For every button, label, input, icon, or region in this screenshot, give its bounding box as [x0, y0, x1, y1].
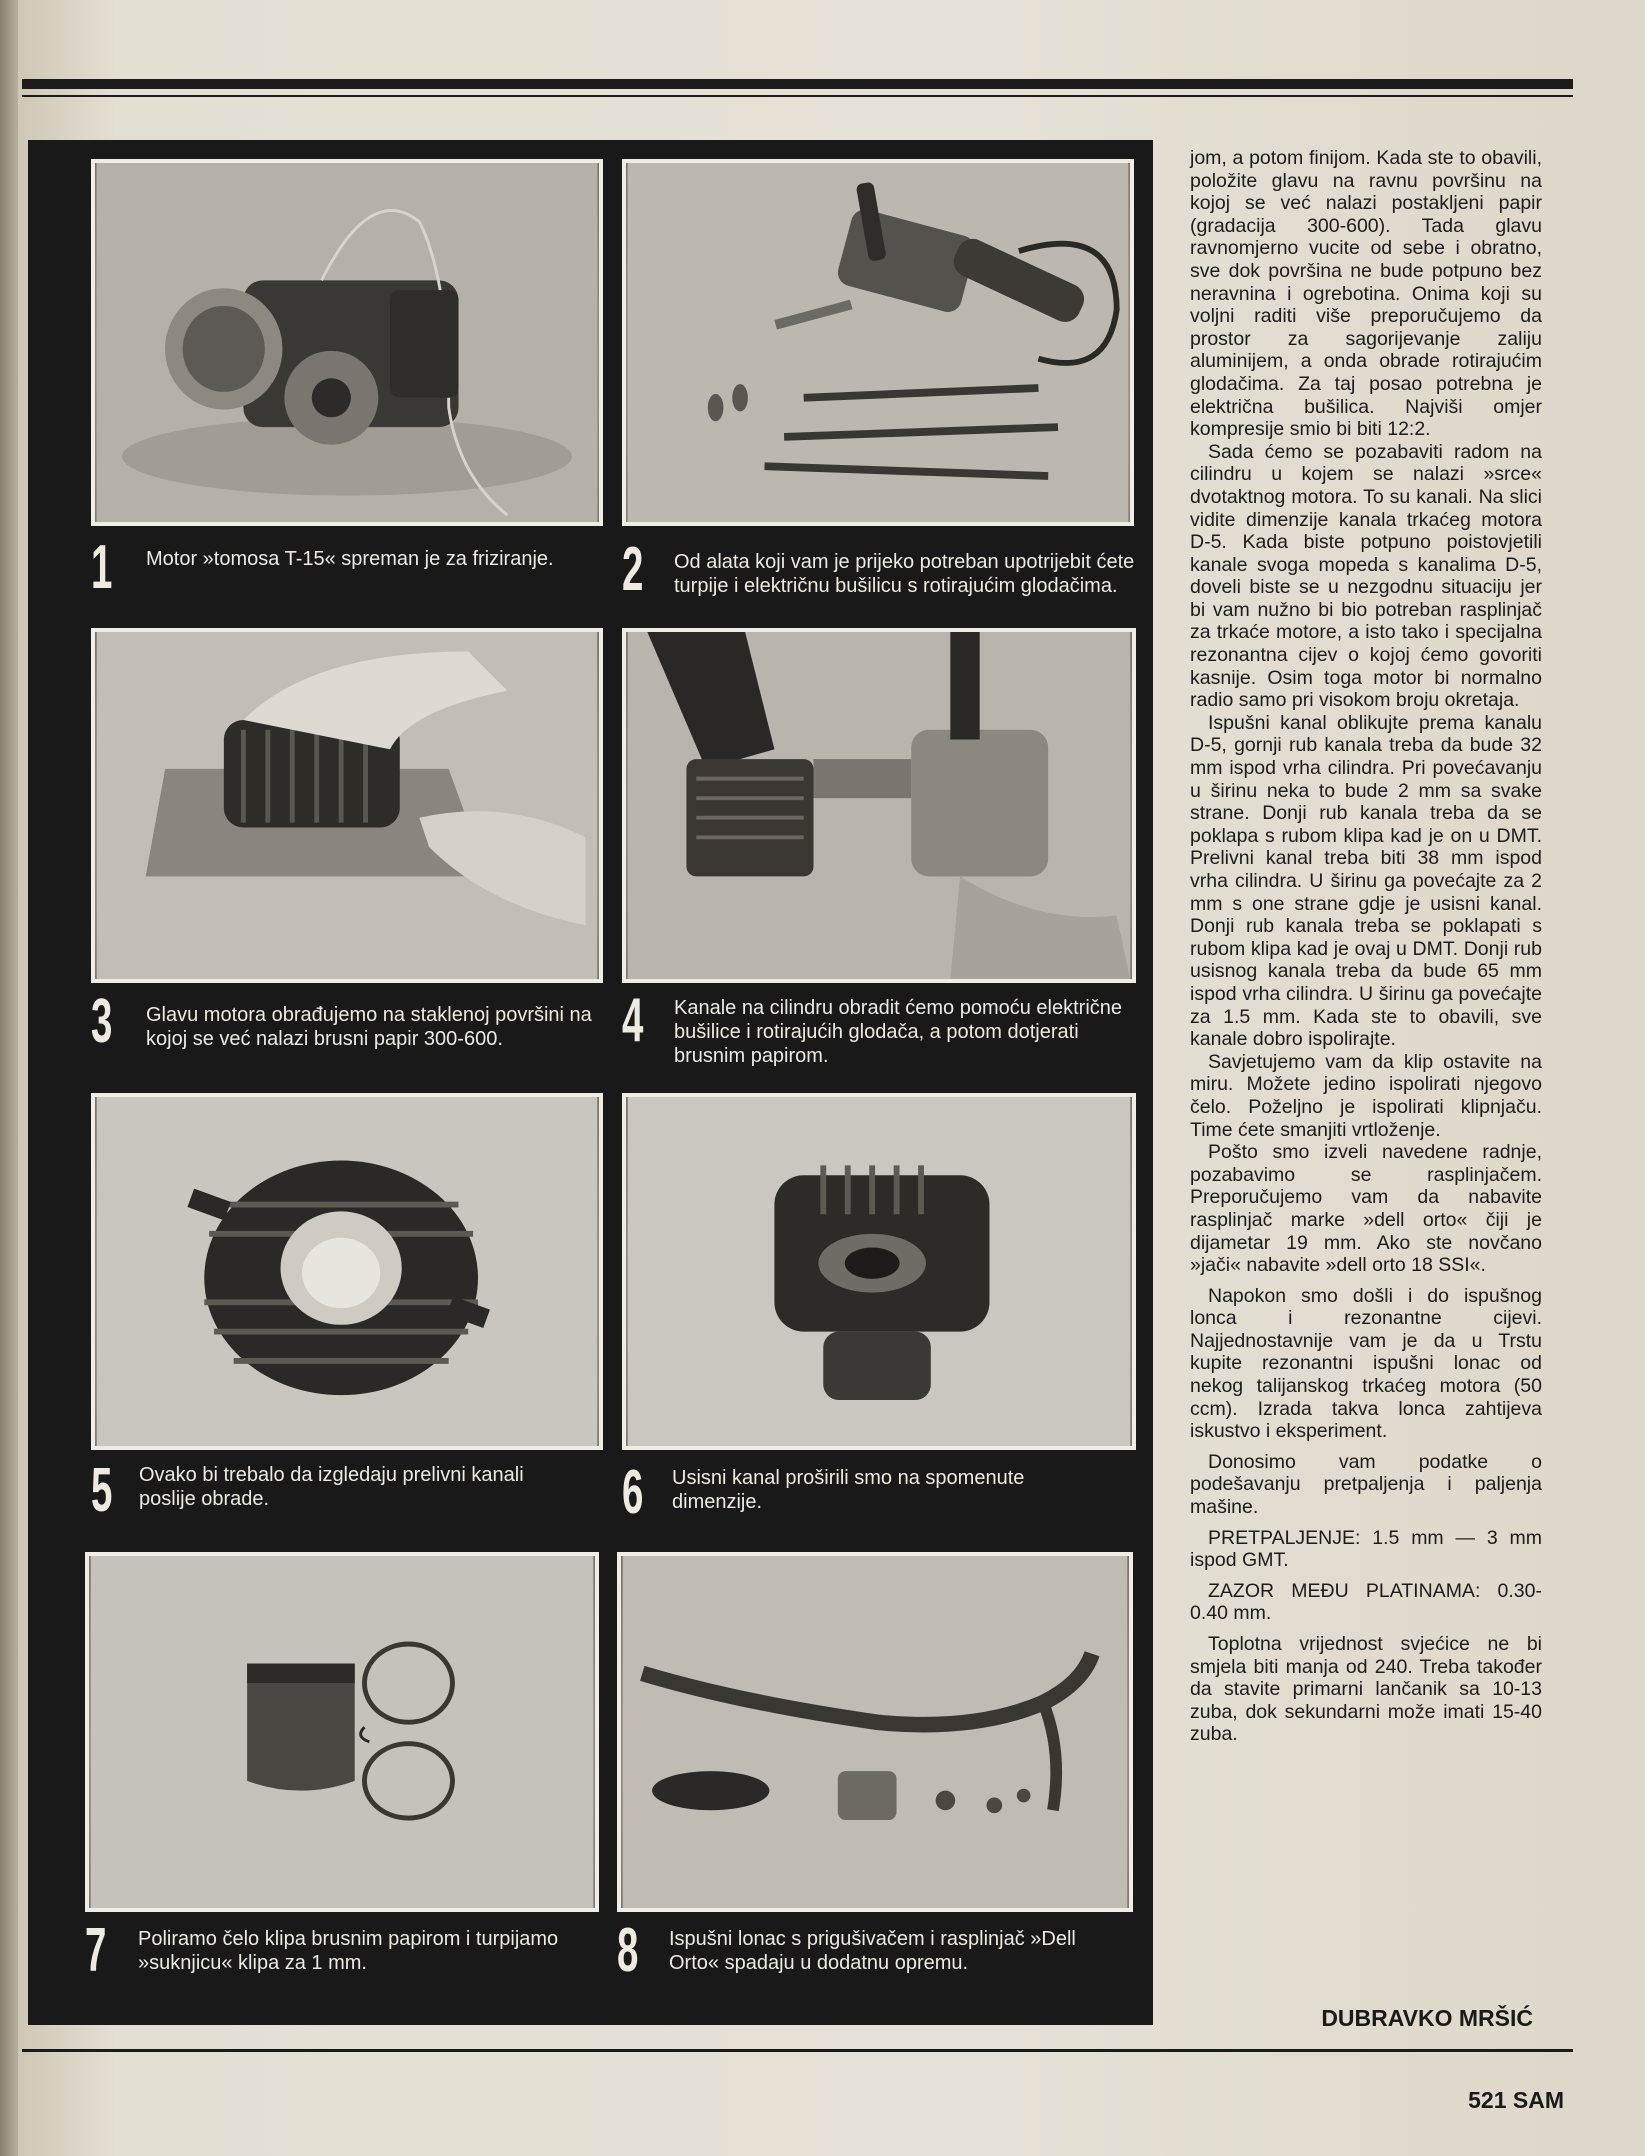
page-number: 521 SAM	[1468, 2087, 1564, 2113]
exhaust-and-carburettor-photo	[621, 1556, 1129, 1908]
figure-caption: Glavu motora obrađujemo na staklenoj površini na kojoj se već nalazi brusni papir 300-600.	[146, 1004, 592, 1050]
figure-caption: Usisni kanal proširili smo na spomenute dimenzije.	[672, 1467, 1025, 1513]
figure-number: 2	[622, 535, 644, 604]
figure-number: 6	[622, 1458, 644, 1527]
paragraph-gap	[1190, 1572, 1542, 1580]
article-paragraph: Pošto smo izveli navedene radnje, pozabavimo se rasplinjačem. Preporučujemo vam da nabavite rasplinjač marke »dell orto« čiji je dijametar 19 mm. Ako ste novčano »jači« nabavite »dell orto 18 SSI«.	[1190, 1141, 1542, 1277]
figure-caption: Ispušni lonac s prigušivačem i rasplinjač »Dell Orto« spadaju u dodatnu opremu.	[669, 1928, 1076, 1974]
article-paragraph: jom, a potom finijom. Kada ste to obavili, položite glavu na ravnu površinu na kojoj se već nalazi postakljeni papir (gradacija 300-600). Tada glavu ravnomjerno vucite od sebe i obratno, sve dok površina ne bude potpuno bez neravnina i ogrebotina. Onima koji su voljni raditi više preporučujemo da prostor za sagorijevanje zaliju aluminijem, a onda obrade rotirajućim glodačima. Za taj posao potrebna je električna bušilica. Najviši omjer kompresije smio bi biti 12:2.	[1190, 147, 1542, 441]
article-paragraph: PRETPALJENJE: 1.5 mm — 3 mm ispod GMT.	[1190, 1526, 1542, 1572]
article-paragraph: ZAZOR MEĐU PLATINAMA: 0.30-0.40 mm.	[1190, 1579, 1542, 1625]
photo-7	[85, 1552, 599, 1912]
paragraph-gap	[1190, 1625, 1542, 1633]
bottom-rule	[22, 2049, 1573, 2052]
figure-3	[91, 628, 611, 1068]
figure-4	[622, 628, 1152, 1068]
paragraph-gap	[1190, 1443, 1542, 1451]
article-paragraph: Napokon smo došli i do ispušnog lonca i rezonantne cijevi. Najjednostavnije vam je da u Trstu kupite rezonantni ispušni lonac od nekog talijanskog trkaćeg motora (50 ccm). Izrada takva lonca zahtijeva iskustvo i eksperiment.	[1190, 1284, 1542, 1443]
figure-caption: Motor »tomosa T-15« spreman je za friziranje.	[146, 548, 554, 570]
figure-number: 5	[91, 1456, 113, 1525]
piston-and-rings-photo	[89, 1556, 595, 1908]
cylinder-port-grinding-photo	[626, 632, 1132, 979]
article-paragraph: Sada ćemo se pozabaviti radom na cilindru u kojem se nalazi »srce« dvotaktnog motora. To su kanali. Na slici vidite dimenzije kanala trkaćeg motora D-5. Kada biste potpuno poistovjetili kanale svoga mopeda s kanalima D-5, doveli biste se u nezgodnu situaciju jer bi vam nužno bi bio potreban rasplinjač za trkaće motore, a isto tako i specijalna rezonantna cijev o kojoj ćemo govoriti kasnije. Osim toga motor bi normalno radio samo pri visokom broju okretaja.	[1190, 440, 1542, 712]
photo-2	[622, 159, 1134, 526]
article-text-column	[1190, 147, 1542, 1746]
paragraph-gap	[1190, 1277, 1542, 1285]
figure-number: 7	[85, 1916, 107, 1985]
figure-caption: Ovako bi trebalo da izgledaju prelivni kanali poslije obrade.	[139, 1464, 524, 1510]
head-sanding-photo	[95, 632, 599, 979]
article-paragraph: Toplotna vrijednost svjećice ne bi smjela biti manja od 240. Treba također da stavite primarni lančanik sa 10-13 zuba, dok sekundarni može imati 15-40 zuba.	[1190, 1633, 1542, 1746]
binding-edge	[0, 0, 18, 2156]
figure-number: 3	[91, 987, 113, 1056]
photo-5	[91, 1093, 603, 1450]
photo-1	[91, 159, 603, 526]
figure-number: 4	[622, 986, 644, 1055]
article-paragraph: Savjetujemo vam da klip ostavite na miru. Možete jedino ispolirati njegovo čelo. Poželjno je ispolirati klipnjaču. Time ćete smanjiti vrtloženje.	[1190, 1050, 1542, 1141]
photo-8	[617, 1552, 1133, 1912]
figure-number: 8	[617, 1916, 639, 1985]
top-rule-thin	[22, 95, 1573, 97]
figure-caption: Od alata koji vam je prijeko potreban upotrijebit ćete turpije i električnu bušilicu s rotirajućim glodačima.	[674, 551, 1135, 597]
figure-2	[622, 159, 1152, 619]
article-paragraph: Donosimo vam podatke o podešavanju pretpaljenja i paljenja mašine.	[1190, 1450, 1542, 1519]
figure-5	[91, 1093, 611, 1525]
figure-1	[91, 159, 611, 619]
photo-3	[91, 628, 603, 983]
top-rule	[22, 79, 1573, 89]
photo-4	[622, 628, 1136, 983]
photo-panel	[28, 140, 1153, 2025]
figure-7	[85, 1552, 610, 1992]
paragraph-gap	[1190, 1519, 1542, 1527]
figure-caption: Poliramo čelo klipa brusnim papirom i turpijamo »suknjicu« klipa za 1 mm.	[138, 1928, 559, 1974]
figure-number: 1	[91, 533, 113, 602]
intake-port-photo	[626, 1097, 1132, 1446]
figure-6	[622, 1093, 1152, 1527]
photo-6	[622, 1093, 1136, 1450]
drill-and-files-photo	[626, 163, 1130, 522]
figure-caption: Kanale na cilindru obradit ćemo pomoću električne bušilice i rotirajućih glodača, a potom dotjerati brusnim papirom.	[674, 997, 1123, 1067]
tomos-engine-photo	[95, 163, 599, 522]
figure-8	[617, 1552, 1152, 1992]
article-author: DUBRAVKO MRŠIĆ	[1321, 2005, 1533, 2031]
article-paragraph: Ispušni kanal oblikujte prema kanalu D-5, gornji rub kanala treba da bude 32 mm ispod vrha cilindra. Pri povećavanju u širinu neka to bude 2 mm sa svake strane. Donji rub kanala treba da se poklapa s rubom klipa kad je on u DMT. Prelivni kanal treba biti 38 mm ispod vrha cilindra. U širinu ga povećajte za 2 mm s one strane gdje je usisni kanal. Donji rub kanala treba se poklapati s rubom klipa kad je ovaj u DMT. Donji rub usisnog kanala treba da bude 65 mm ispod vrha cilindra. U širinu ga povećajte za 1.5 mm. Kada ste to obavili, sve kanale dobro ispolirajte.	[1190, 711, 1542, 1051]
transfer-ports-photo	[95, 1097, 599, 1446]
